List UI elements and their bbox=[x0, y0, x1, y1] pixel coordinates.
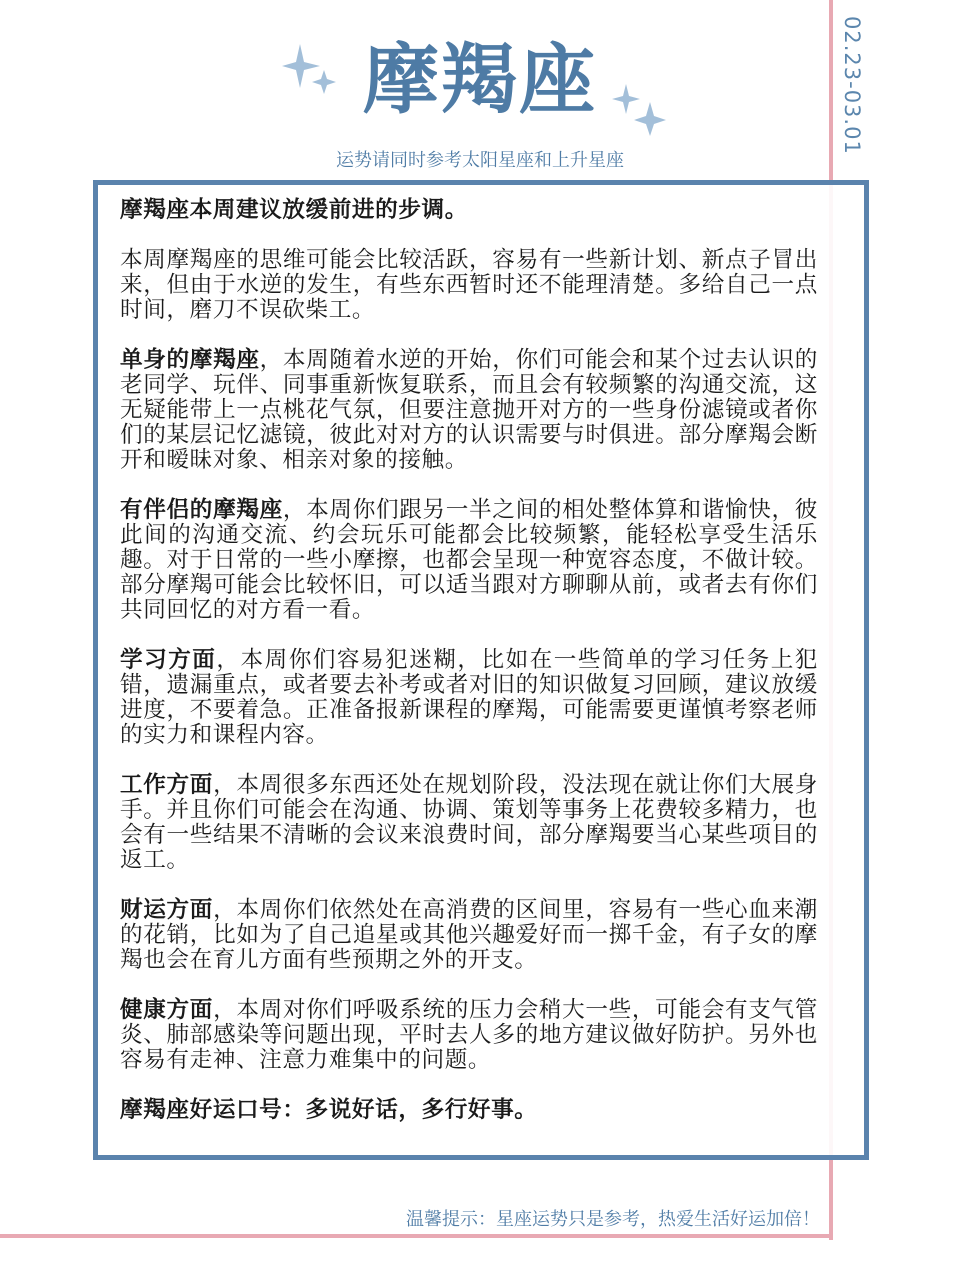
section-study bbox=[120, 648, 818, 748]
section-partnered bbox=[120, 498, 818, 623]
section-label: 健康方面 bbox=[120, 997, 214, 1023]
section-work bbox=[120, 773, 818, 873]
section-text: ，本周你们容易犯迷糊，比如在一些简单的学习任务上犯错，遗漏重点，或者要去补考或者对旧的知识做复习回顾，建议放缓进度，不要着急。正准备报新课程的摩羯，可能需要更谨慎考察老师的实力和课程内容。 bbox=[120, 647, 818, 748]
section-text: ，本周很多东西还处在规划阶段，没法现在就让你们大展身手。并且你们可能会在沟通、协调、策划等事务上花费较多精力，也会有一些结果不清晰的会议来浪费时间，部分摩羯要当心某些项目的返工。 bbox=[120, 772, 818, 873]
footer-tip: 温馨提示：星座运势只是参考，热爱生活好运加倍！ bbox=[406, 1209, 820, 1230]
section-label: 单身的摩羯座 bbox=[120, 347, 260, 373]
horoscope-content bbox=[120, 198, 818, 1148]
section-text: ，本周对你们呼吸系统的压力会稍大一些，可能会有支气管炎、肺部感染等问题出现，平时去人多的地方建议做好防护。另外也容易有走神、注意力难集中的问题。 bbox=[120, 997, 818, 1073]
section-text: ，本周你们跟另一半之间的相处整体算和谐愉快，彼此间的沟通交流、约会玩乐可能都会比较频繁，能轻松享受生活乐趣。对于日常的一些小摩擦，也都会呈现一种宽容态度，不做计较。部分摩羯可能会比较怀旧，可以适当跟对方聊聊从前，或者去有你们共同回忆的对方看一看。 bbox=[120, 497, 818, 623]
section-finance bbox=[120, 898, 818, 973]
section-text: ，本周你们依然处在高消费的区间里，容易有一些心血来潮的花销，比如为了自己追星或其他兴趣爱好而一掷千金，有子女的摩羯也会在育儿方面有些预期之外的开支。 bbox=[120, 897, 818, 973]
pink-horizontal-line bbox=[0, 1234, 833, 1238]
section-single bbox=[120, 348, 818, 473]
section-label: 学习方面 bbox=[120, 647, 217, 673]
section-health bbox=[120, 998, 818, 1073]
section-text: ，本周随着水逆的开始，你们可能会和某个过去认识的老同学、玩伴、同事重新恢复联系，而且会有较频繁的沟通交流，这无疑能带上一点桃花气氛，但要注意抛开对方的一些身份滤镜或者你们的某层记忆滤镜，彼此对对方的认识需要与时俱进。部分摩羯会断开和暧昧对象、相亲对象的接触。 bbox=[120, 347, 818, 473]
section-label: 有伴侣的摩羯座 bbox=[120, 497, 283, 523]
section-label: 财运方面 bbox=[120, 897, 214, 923]
lucky-slogan: 摩羯座好运口号：多说好话，多行好事。 bbox=[120, 1097, 538, 1123]
overview-paragraph: 本周摩羯座的思维可能会比较活跃，容易有一些新计划、新点子冒出来，但由于水逆的发生，有些东西暂时还不能理清楚。多给自己一点时间，磨刀不误砍柴工。 bbox=[120, 247, 818, 323]
date-range: 02.23-03.01 bbox=[840, 16, 864, 155]
page-title: 摩羯座 bbox=[363, 35, 597, 124]
intro-heading: 摩羯座本周建议放缓前进的步调。 bbox=[120, 197, 468, 223]
section-label: 工作方面 bbox=[120, 772, 214, 798]
page-subtitle: 运势请同时参考太阳星座和上升星座 bbox=[336, 150, 624, 171]
